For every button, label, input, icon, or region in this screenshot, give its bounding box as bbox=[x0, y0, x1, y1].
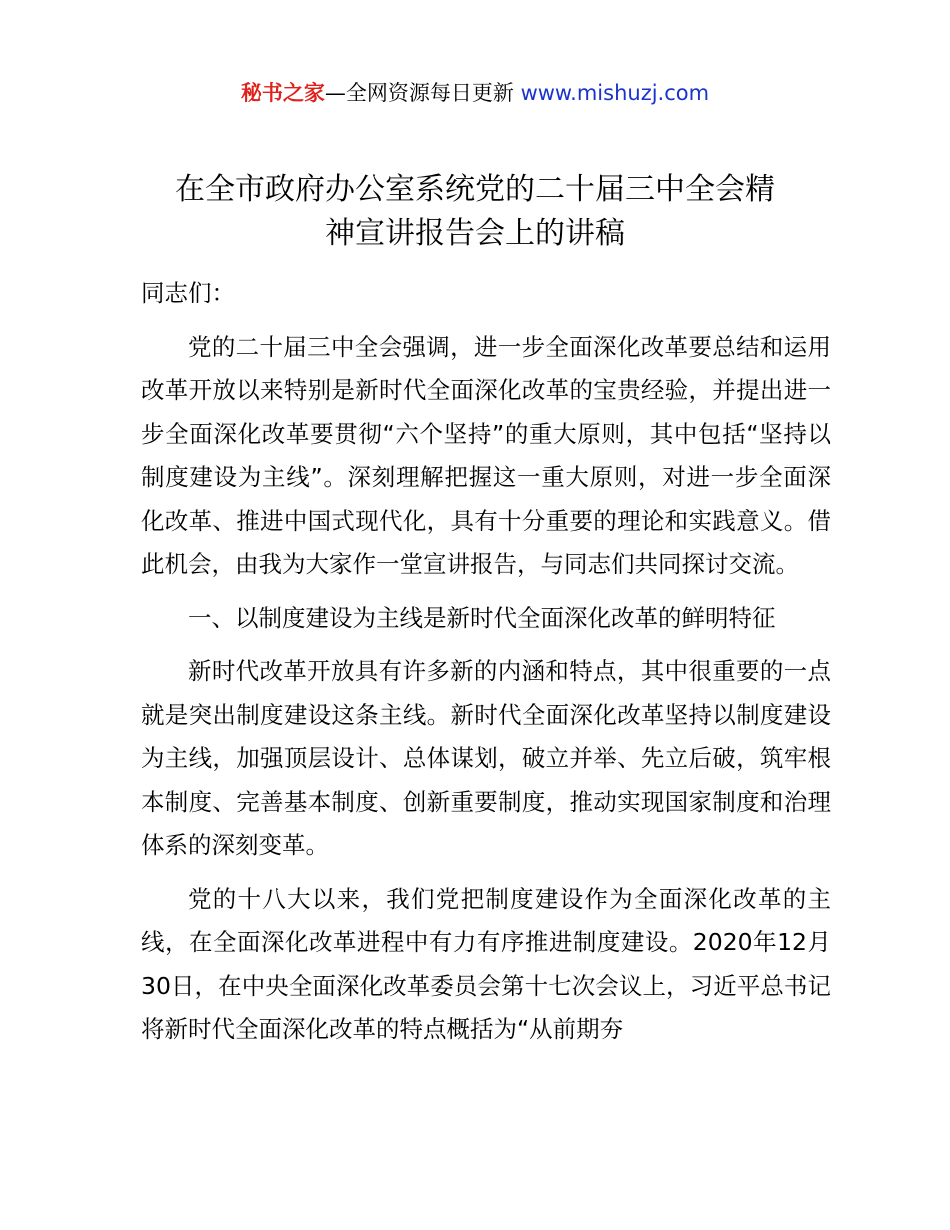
section-heading-1: 一、以制度建设为主线是新时代全面深化改革的鲜明特征 bbox=[188, 603, 776, 632]
site-tagline: —全网资源每日更新 bbox=[324, 81, 514, 105]
document-title bbox=[130, 168, 820, 256]
paragraph-section-1: 新时代改革开放具有许多新的内涵和特点，其中很重要的一点就是突出制度建设这条主线。新时代全面深化改革坚持以制度建设为主线，加强顶层设计、总体谋划，破立并举、先立后破，筑牢根本制度、完善基本制度、创新重要制度，推动实现国家制度和治理体系的深刻变革。 bbox=[141, 657, 831, 859]
title-line-2: 神宣讲报告会上的讲稿 bbox=[325, 216, 625, 251]
site-banner bbox=[0, 78, 950, 108]
salutation: 同志们： bbox=[141, 279, 235, 307]
paragraph-section-1-history: 党的十八大以来，我们党把制度建设作为全面深化改革的主线，在全面深化改革进程中有力有序推进制度建设。2020年12月30日，在中央全面深化改革委员会第十七次会议上，习近平总书记将新时代全面深化改革的特点概括为“从前期夯 bbox=[141, 884, 831, 1043]
site-url-link[interactable]: www.mishuzj.com bbox=[520, 81, 710, 105]
paragraph-intro: 党的二十届三中全会强调，进一步全面深化改革要总结和运用改革开放以来特别是新时代全面深化改革的宝贵经验，并提出进一步全面深化改革要贯彻“六个坚持”的重大原则，其中包括“坚持以制度建设为主线”。深刻理解把握这一重大原则，对进一步全面深化改革、推进中国式现代化，具有十分重要的理论和实践意义。借此机会，由我为大家作一堂宣讲报告，与同志们共同探讨交流。 bbox=[141, 332, 831, 578]
site-brand: 秘书之家 bbox=[240, 81, 325, 105]
document-body bbox=[141, 272, 831, 1062]
title-line-1: 在全市政府办公室系统党的二十届三中全会精 bbox=[175, 172, 775, 207]
